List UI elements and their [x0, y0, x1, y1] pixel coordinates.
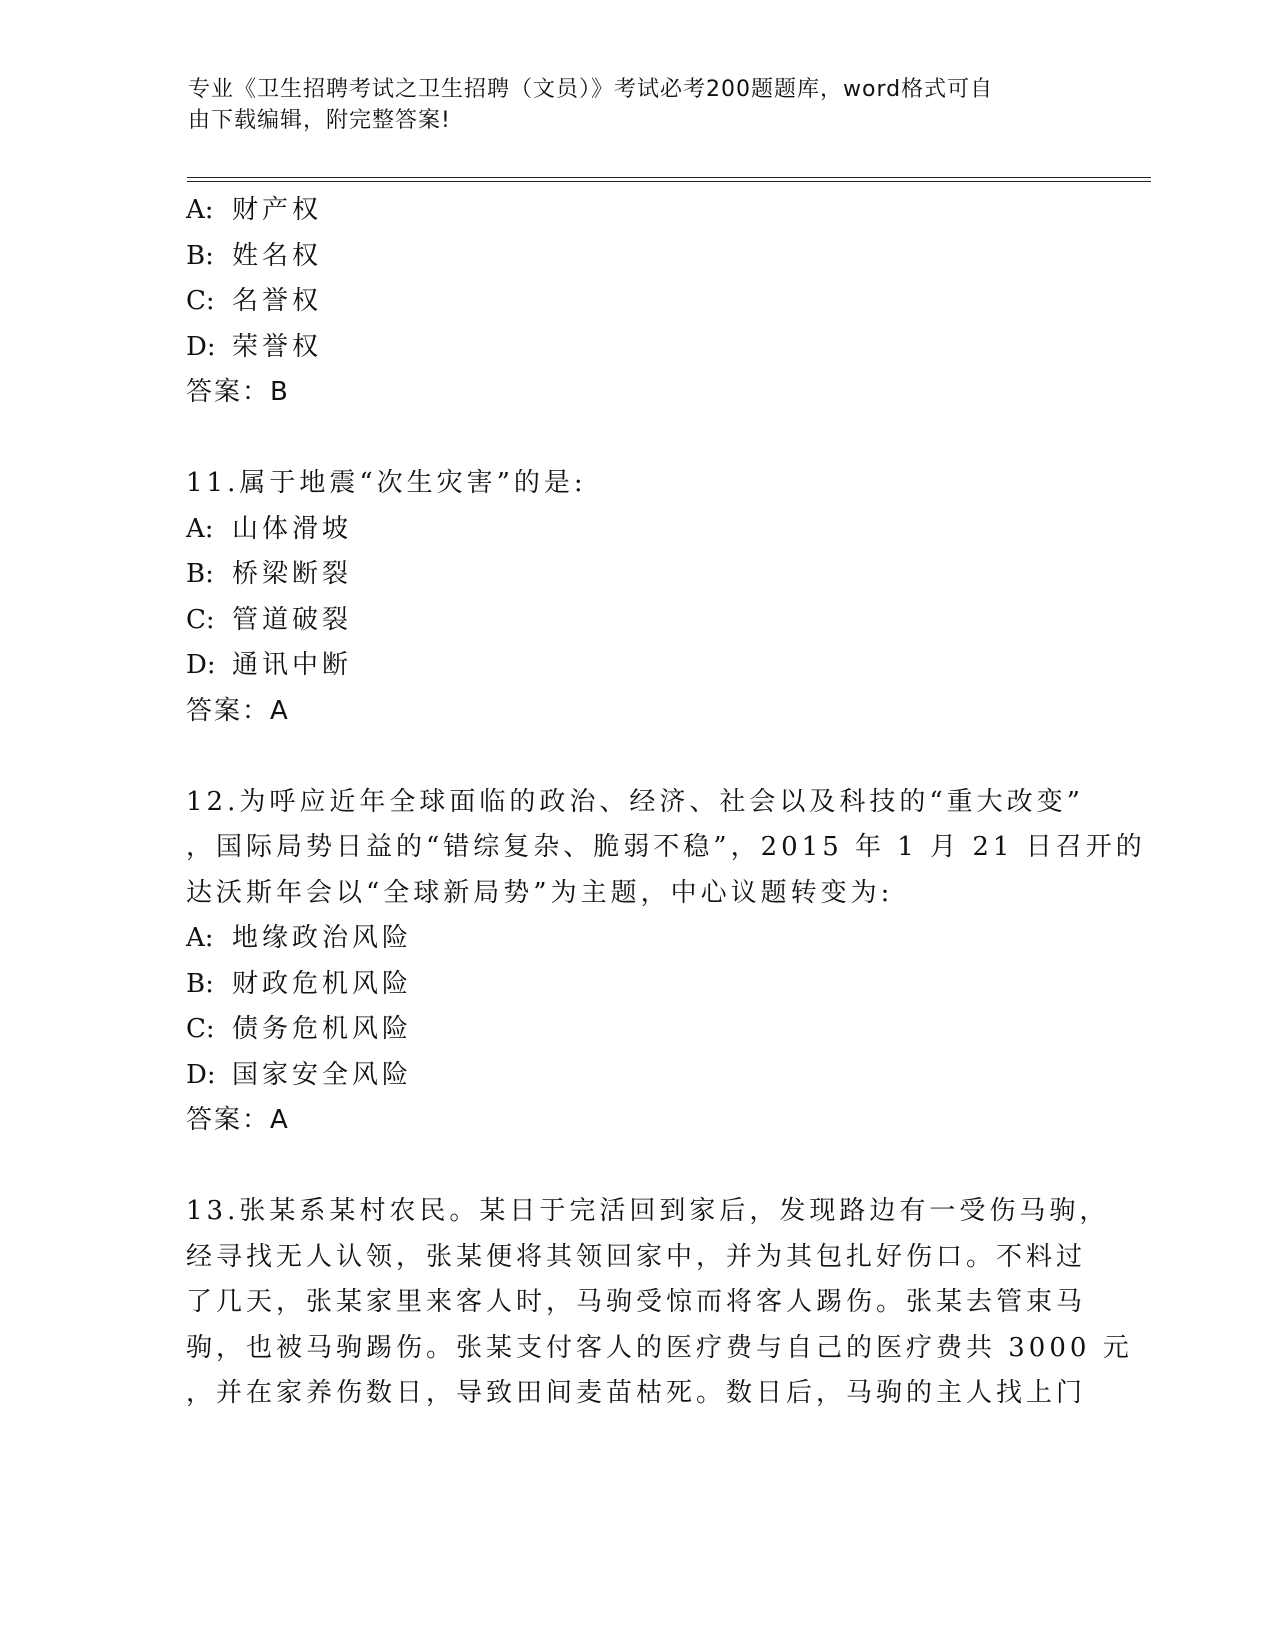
- question-stem-line: 达沃斯年会以“全球新局势”为主题，中心议题转变为:: [186, 877, 894, 908]
- question-stem-line: 了几天，张某家里来客人时，马驹受惊而将客人踢伤。张某去管束马: [186, 1287, 1087, 1317]
- option-text: 荣誉权: [232, 331, 323, 362]
- option-a: [186, 916, 1086, 962]
- question-12: [186, 780, 1146, 1144]
- question-list: [186, 188, 1146, 1417]
- option-b: [186, 234, 1086, 280]
- question-13: [186, 1189, 1133, 1417]
- option-text: 财产权: [232, 195, 323, 225]
- question-10: [186, 188, 1086, 416]
- option-text: 地缘政治风险: [232, 923, 413, 953]
- option-text: 姓名权: [232, 240, 323, 271]
- answer-line: 答案：B: [186, 377, 290, 407]
- question-stem-line: 经寻找无人认领，张某便将其领回家中，并为其包扎好伤口。不料过: [186, 1241, 1087, 1272]
- document-header: [188, 74, 1068, 136]
- question-stem-line: 12.为呼应近年全球面临的政治、经济、社会以及科技的“重大改变”: [186, 786, 1084, 817]
- header-rule-bottom: [187, 181, 1151, 182]
- option-text: 国家安全风险: [232, 1059, 413, 1090]
- option-prefix: A:: [186, 195, 214, 225]
- option-prefix: C:: [186, 604, 215, 635]
- question-stem-line: 驹，也被马驹踢伤。张某支付客人的医疗费与自己的医疗费共 3000 元: [186, 1332, 1133, 1363]
- option-prefix: D:: [186, 331, 216, 362]
- option-text: 债务危机风险: [232, 1014, 413, 1044]
- option-d: [186, 643, 1086, 689]
- option-d: [186, 325, 1086, 371]
- question-11: [186, 461, 1086, 734]
- question-stem-line: ，国际局势日益的“错综复杂、脆弱不稳”，2015 年 1 月 21 日召开的: [186, 832, 1146, 862]
- question-stem-line: ，并在家养伤数日，导致田间麦苗枯死。数日后，马驹的主人找上门: [186, 1378, 1087, 1408]
- header-line-2: 由下载编辑，附完整答案!: [188, 108, 451, 133]
- option-text: 管道破裂: [232, 604, 353, 635]
- spacer: [186, 416, 1086, 462]
- question-stem-line: 13.张某系某村农民。某日于完活回到家后，发现路边有一受伤马驹，: [186, 1196, 1110, 1226]
- question-stem: 11.属于地震“次生灾害”的是:: [186, 468, 587, 498]
- option-prefix: B:: [186, 559, 214, 589]
- option-a: [186, 188, 1086, 234]
- option-text: 桥梁断裂: [232, 559, 353, 589]
- option-b: [186, 962, 1086, 1008]
- option-text: 名誉权: [232, 286, 323, 316]
- option-c: [186, 1007, 1086, 1053]
- header-line-1: 专业《卫生招聘考试之卫生招聘（文员）》考试必考200题题库，word格式可自: [188, 77, 994, 102]
- option-prefix: B:: [186, 240, 214, 271]
- option-text: 通讯中断: [232, 650, 353, 680]
- option-prefix: A:: [186, 923, 214, 953]
- option-d: [186, 1053, 1086, 1099]
- option-text: 财政危机风险: [232, 968, 413, 999]
- option-c: [186, 279, 1086, 325]
- spacer: [186, 734, 1086, 780]
- option-prefix: B:: [186, 968, 214, 999]
- option-prefix: C:: [186, 286, 215, 316]
- option-c: [186, 598, 1086, 644]
- option-prefix: D:: [186, 650, 216, 680]
- option-prefix: D:: [186, 1059, 216, 1090]
- answer-line: 答案：A: [186, 1105, 290, 1135]
- option-prefix: A:: [186, 513, 214, 544]
- header-rule-top: [187, 177, 1151, 178]
- spacer: [186, 1144, 1086, 1190]
- answer-line: 答案：A: [186, 695, 290, 726]
- option-text: 山体滑坡: [232, 513, 353, 544]
- option-a: [186, 507, 1086, 553]
- option-prefix: C:: [186, 1014, 215, 1044]
- option-b: [186, 552, 1086, 598]
